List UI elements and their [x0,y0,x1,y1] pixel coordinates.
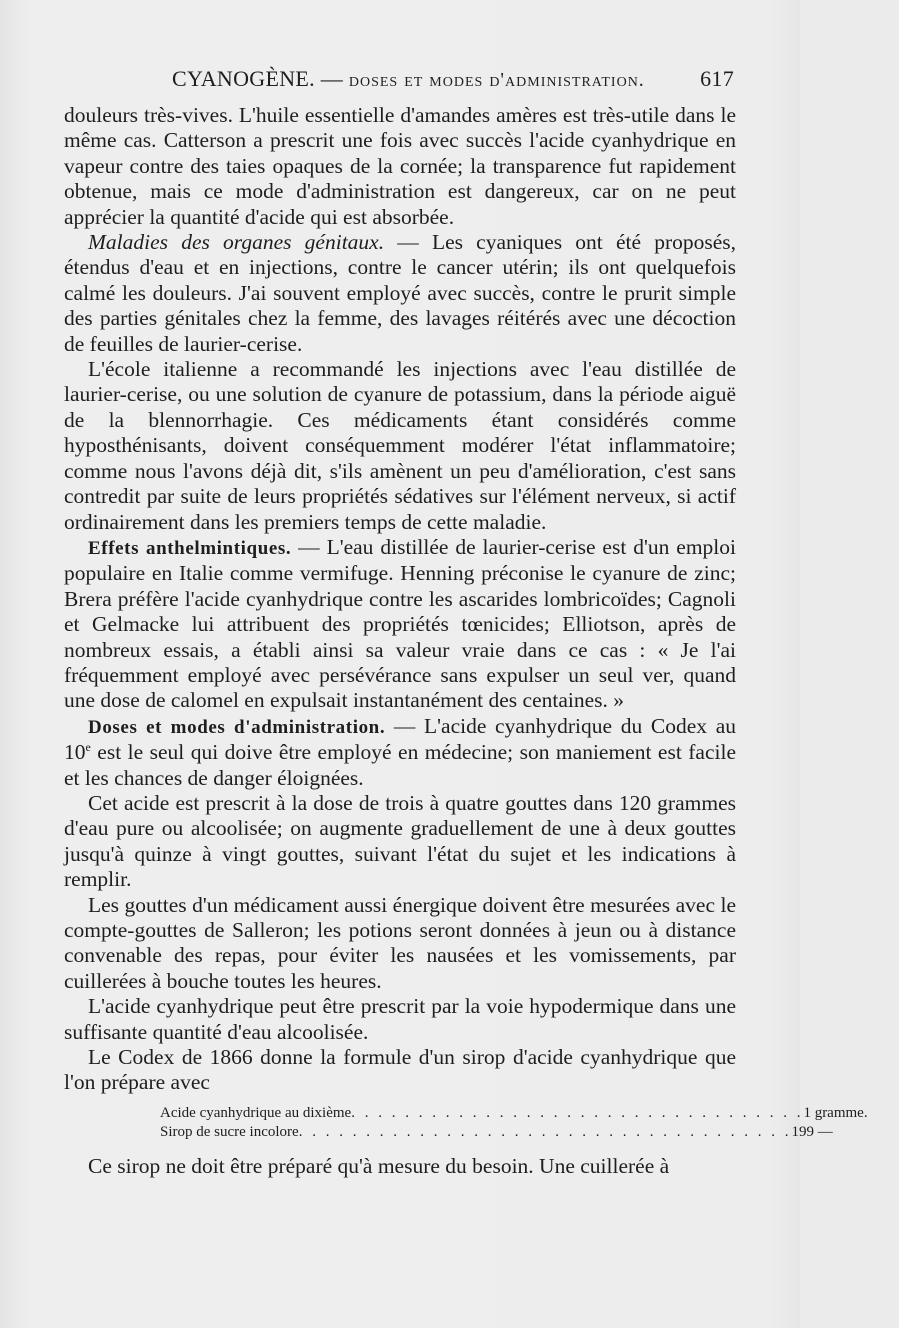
paragraph-4-text: — L'eau distillée de laurier-cerise est d'un emploi populaire en Italie comme vermifuge. Henning préconise le cyanure de zinc; Brera préfère l'acide cyanhydrique contre les ascarides lombricoïdes; Cagnoli et Gelmacke lui attribuent des propriétés tœnicides; Elliotson, après de nombreux essais, a établi ainsi sa valeur vraie dans ce cas : « Je l'ai fréquemment employé avec persévérance sans expulser un seul ver, quand une dose de calomel en expulsait instantanément des centaines. » [64,534,736,713]
paragraph-8: L'acide cyanhydrique peut être prescrit par la voie hypodermique dans une suffisante quantité d'eau alcoolisée. [64,994,736,1044]
paragraph-5-text-a: — L'acide cyanhydrique du Codex au 10 [64,713,736,765]
paragraph-2-text: — Les cyaniques ont été proposés, étendus d'eau et en injections, contre le cancer utérin; ils ont quelquefois calmé les douleurs. J'ai souvent employé avec succès, contre le prurit simple des parties génitales chez la femme, des lavages réitérés avec une décoction de feuilles de laurier-cerise. [64,230,737,356]
recipe-table [160,1104,868,1142]
paragraph-7: Les gouttes d'un médicament aussi énergique doivent être mesurées avec le compte-gouttes de Salleron; les potions seront données à jeun ou à distance convenable des repas, pour éviter les nausées et les vomissements, par cuillerées à bouche toutes les heures. [64,892,736,993]
superscript-e: e [85,740,91,754]
recipe-row [160,1104,868,1123]
running-title-main: CYANOGÈNE. [172,66,315,91]
page-body [64,103,868,1179]
paragraph-6: Cet acide est prescrit à la dose de trois à quatre gouttes dans 120 grammes d'eau pure ou alcoolisée; on augmente graduellement de une à deux gouttes jusqu'à quinze à vingt gouttes, suivant l'état du sujet et les indications à remplir. [64,790,736,892]
paragraph-1: douleurs très-vives. L'huile essentielle d'amandes amères est très-utile dans le même cas. Catterson a prescrit une fois avec succès l'acide cyanhydrique en vapeur contre des taies opaques de la cornée; la transparence fut rapidement obtenue, mais ce mode d'administration est dangereux, car on ne peut apprécier la quantité d'acide qui est absorbée. [64,103,736,229]
recipe-ingredient: Sirop de sucre incolore [160,1123,299,1140]
recipe-leader-dots: . . . . . . . . . . . . . . . . . . . . . . . . . . . . . . . . . . [351,1104,804,1121]
paragraph-5 [64,714,736,791]
paragraph-2 [64,230,736,357]
section-heading-doses: Doses et modes d'administration. [88,716,386,738]
paragraph-9: Le Codex de 1866 donne la formule d'un sirop d'acide cyanhydrique que l'on prépare avec [64,1045,736,1095]
running-header [62,66,738,94]
section-heading-genital-diseases: Maladies des organes génitaux. [88,230,385,255]
running-title-dash: — [314,66,349,91]
running-title [172,66,645,92]
running-title-section: doses et modes d'administration. [348,69,645,91]
paragraph-10: Ce sirop ne doit être préparé qu'à mesure du besoin. Une cuillerée à [88,1153,670,1178]
recipe-row [160,1123,833,1142]
page-number: 617 [700,66,734,91]
section-heading-anthelmintic-effects: Effets anthelmintiques. [88,537,292,559]
recipe-ingredient: Acide cyanhydrique au dixième [160,1104,352,1121]
paragraph-4 [64,535,736,714]
paragraph-5-text-b: est le seul qui doive être employé en médecine; son maniement est facile et les chances de danger éloignées. [64,740,736,790]
recipe-leader-dots: . . . . . . . . . . . . . . . . . . . . . . . . . . . . . . . . . . . . . [298,1123,792,1140]
recipe-quantity: 199 — [791,1123,833,1140]
paragraph-3: L'école italienne a recommandé les injections avec l'eau distillée de laurier-cerise, ou une solution de cyanure de potassium, dans la période aiguë de la blennorrhagie. Ces médicaments étant considérés comme hyposthénisants, doivent conséquemment modérer l'état inflammatoire; comme nous l'avons déjà dit, s'ils amènent un peu d'amélioration, c'est sans contredit par suite de leurs propriétés sédatives sur l'élément nerveux, si actif ordinairement dans les premiers temps de cette maladie. [64,357,736,534]
recipe-quantity: 1 gramme. [803,1104,868,1121]
